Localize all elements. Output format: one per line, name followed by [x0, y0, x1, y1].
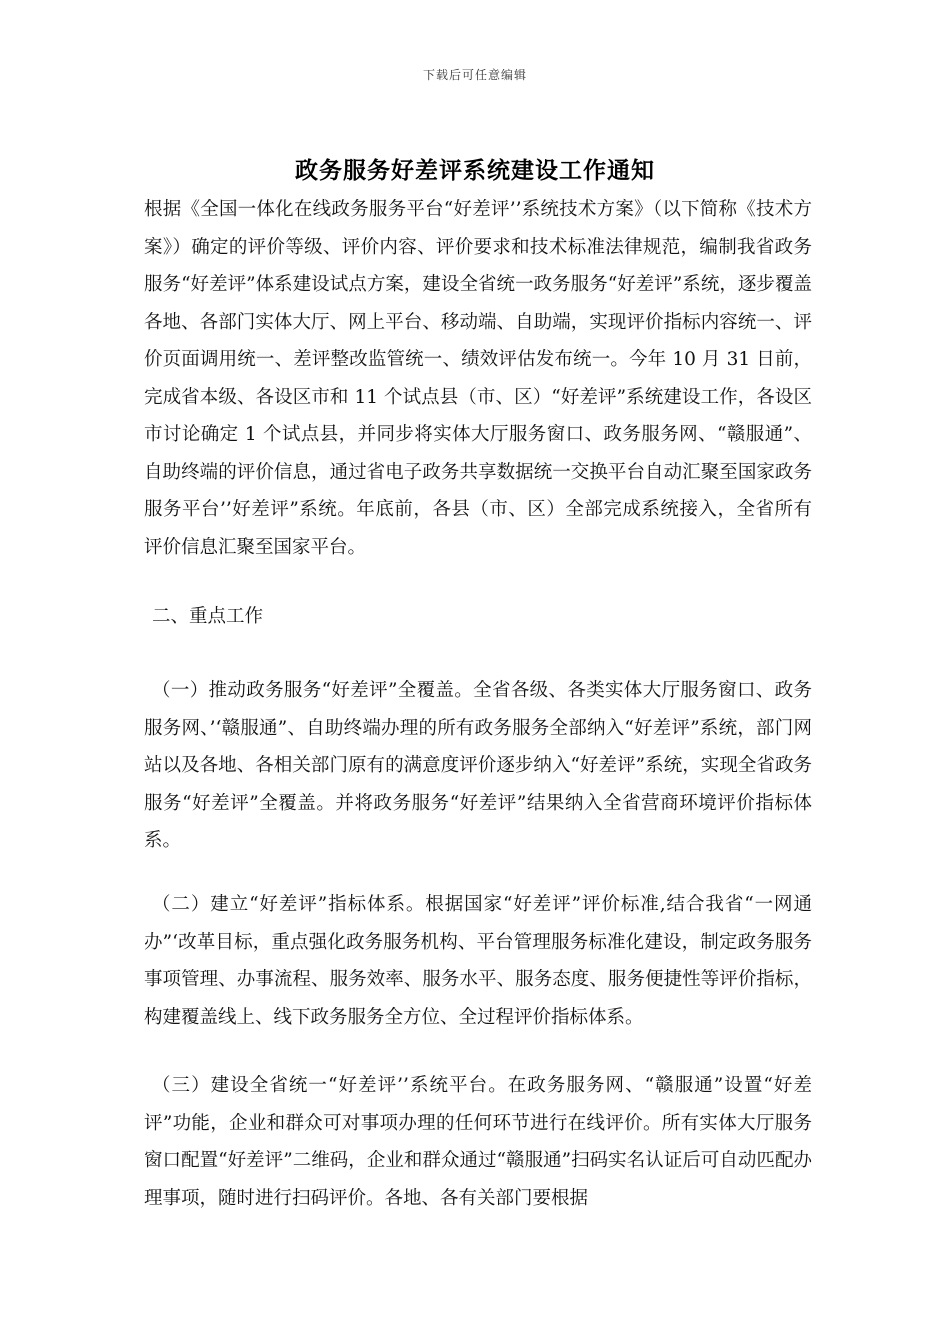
header-note: 下载后可任意编辑 — [422, 68, 527, 82]
paragraph-item-one: （一）推动政务服务“好差评”全覆盖。全省各级、各类实体大厅服务窗口、政务服务网、’‘赣服通”、自助终端办理的所有政务服务全部纳入“好差评”系统，部门网站以及各地、各相关部门原有的满意度评价逐步纳入“好差评”系统，实现全省政务服务“好差评”全覆盖。并将政务服务“好差评”结果纳入全省营商环境评价指标体系。 — [144, 680, 812, 851]
section-heading: 二、重点工作 — [152, 606, 264, 627]
document-title: 政务服务好差评系统建设工作通知 — [295, 157, 655, 184]
paragraph-item-three: （三）建设全省统一“好差评’’系统平台。在政务服务网、“赣服通”设置“好差评”功能，企业和群众可对事项办理的任何环节进行在线评价。所有实体大厅服务窗口配置“好差评”二维码，企业和群众通过“赣服通”扫码实名认证后可自动匹配办理事项，随时进行扫码评价。各地、各有关部门要根据 — [144, 1075, 812, 1209]
intro-paragraph: 根据《全国一体化在线政务服务平台“好差评’’系统技术方案》（以下简称《技术方案》）确定的评价等级、评价内容、评价要求和技术标准法律规范，编制我省政务服务“好差评”体系建设试点方案，建设全省统一政务服务“好差评”系统，逐步覆盖各地、各部门实体大厅、网上平台、移动端、自助端，实现评价指标内容统一、评价页面调用统一、差评整改监管统一、绩效评估发布统一。今年 10 月 31 日前，完成省本级、各设区市和 11 个试点县（市、区）“好差评”系统建设工作，各设区市讨论确定 1 个试点县，并同步将实体大厅服务窗口、政务服务网、“赣服通”、自助终端的评价信息，通过省电子政务共享数据统一交换平台自动汇聚至国家政务服务平台’’好差评”系统。年底前，各县（市、区）全部完成系统接入，全省所有评价信息汇聚至国家平台。 — [144, 199, 812, 558]
paragraph-item-two: （二）建立“好差评”指标体系。根据国家“好差评”评价标准,结合我省“一网通办”‘改革目标，重点强化政务服务机构、平台管理服务标准化建设，制定政务服务事项管理、办事流程、服务效率、服务水平、服务态度、服务便捷性等评价指标，构建覆盖线上、线下政务服务全方位、全过程评价指标体系。 — [144, 894, 812, 1028]
